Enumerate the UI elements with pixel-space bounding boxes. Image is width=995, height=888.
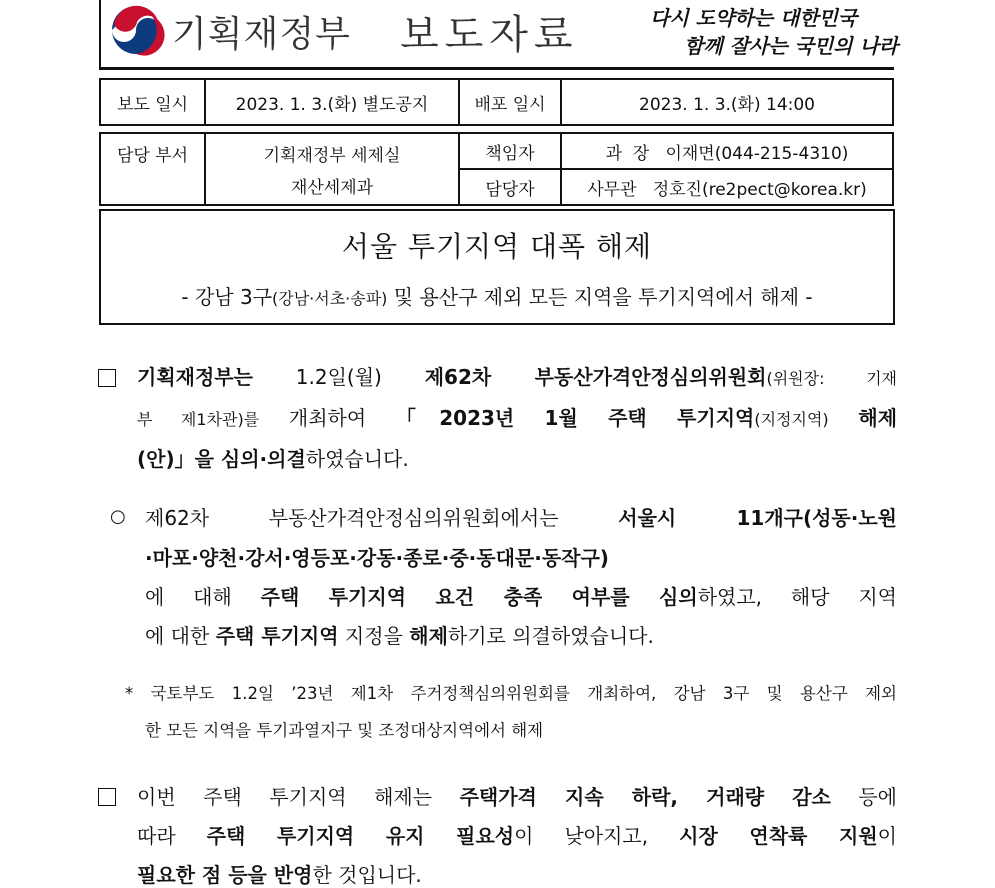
bold-text-segment: 주택가격 지속 하락, 거래량 감소 — [459, 785, 831, 809]
body-line — [145, 505, 897, 531]
body-line — [137, 364, 897, 392]
text-segment: 한 모든 지역을 투기과열지구 및 조정대상지역에서 해제 — [145, 721, 544, 740]
text-segment: 제62차 부동산가격안정심의위원회에서는 — [145, 506, 619, 530]
bold-text-segment: 제62차 부동산가격안정심의위원회 — [424, 365, 767, 389]
text-segment: 하였고, 해당 지역 — [697, 585, 897, 609]
staff-label: 담당자 — [459, 169, 561, 205]
bold-text-segment: 해제 — [409, 624, 448, 648]
distribution-date-label: 배포 일시 — [459, 79, 561, 125]
dept-value — [205, 133, 459, 205]
text-segment — [829, 406, 859, 430]
org-name: 기획재정부 — [172, 14, 351, 55]
release-date-table — [99, 78, 894, 126]
header-divider — [99, 67, 894, 70]
text-segment: 이 낮아지고, — [514, 824, 680, 848]
bold-text-segment: 기획재정부는 — [137, 365, 253, 389]
headline: 서울 투기지역 대폭 해제 — [341, 230, 653, 263]
bold-text-segment: 「2023년 1월 주택 투기지역 — [395, 406, 755, 430]
text-segment: 하기로 의결하였습니다. — [447, 624, 654, 648]
bold-text-segment: 시장 연착륙 지원 — [679, 824, 878, 848]
body-line — [125, 681, 897, 707]
subheadline-small: (강남·서초·송파) — [272, 289, 388, 308]
text-segment: 지정을 — [338, 624, 410, 648]
doc-type-title: 보도자료 — [400, 12, 579, 58]
text-segment: 따라 — [137, 824, 207, 848]
header-border-left — [99, 0, 101, 68]
slogan-line-2: 함께 잘사는 국민의 나라 — [684, 34, 899, 58]
body-line — [145, 623, 795, 649]
body-line — [145, 584, 897, 610]
text-segment: 부 제1차관)를 — [137, 410, 260, 429]
manager-label: 책임자 — [459, 133, 561, 169]
square-bullet-icon — [98, 369, 116, 387]
bold-text-segment: ·마포·양천·강서·영등포·강동·종로·중·동대문·동작구) — [145, 546, 609, 570]
report-date-label: 보도 일시 — [100, 79, 205, 125]
bold-text-segment: 주택 투기지역 유지 필요성 — [206, 824, 515, 848]
distribution-date-value: 2023. 1. 3.(화) 14:00 — [561, 79, 893, 125]
text-segment: 에 대한 — [145, 624, 216, 648]
bold-text-segment: 주택 투기지역 요건 충족 여부를 심의 — [260, 585, 698, 609]
text-segment: (지정지역) — [754, 410, 829, 429]
square-bullet-icon — [98, 788, 116, 806]
bold-text-segment: 서울시 11개구(성동·노원 — [618, 506, 897, 530]
dept-line-2: 재산세제과 — [290, 178, 374, 198]
text-segment: 개최하여 — [259, 406, 396, 430]
body-line — [137, 784, 897, 810]
body-line — [137, 823, 897, 849]
text-segment: 한 것입니다. — [312, 863, 422, 887]
text-segment: 이 — [877, 824, 897, 848]
slogan — [650, 4, 898, 60]
text-segment: 에 대해 — [145, 585, 261, 609]
contact-table — [99, 132, 894, 206]
bold-text-segment: 필요한 점 등을 반영 — [137, 863, 313, 887]
dept-label: 담당 부서 — [100, 133, 205, 205]
subheadline-prefix: - 강남 3구 — [181, 285, 273, 309]
text-segment: 등에 — [830, 785, 898, 809]
text-segment: 하였습니다. — [305, 447, 409, 471]
text-segment: (위원장: 기재 — [766, 369, 897, 388]
bold-text-segment: 주택 투기지역 — [215, 624, 339, 648]
subheadline-suffix: 및 용산구 제외 모든 지역을 투기지역에서 해제 - — [387, 285, 813, 309]
body-line — [137, 862, 497, 888]
government-logo-icon — [106, 2, 166, 58]
text-segment: 1.2일(월) — [252, 365, 425, 389]
slogan-line-1: 다시 도약하는 대한민국 — [650, 6, 858, 30]
circle-bullet-icon: ○ — [110, 506, 126, 527]
staff-value: 사무관 정호진(re2pect@korea.kr) — [561, 169, 893, 205]
manager-value: 과 장 이재면(044-215-4310) — [561, 133, 893, 169]
body-line — [145, 545, 895, 571]
report-date-value: 2023. 1. 3.(화) 별도공지 — [205, 79, 459, 125]
subheadline — [101, 281, 893, 310]
headline-box — [99, 209, 895, 325]
body-line — [137, 446, 497, 472]
bold-text-segment: (안)」을 심의·의결 — [137, 447, 306, 471]
text-segment: 이번 주택 투기지역 해제는 — [137, 785, 460, 809]
dept-line-1: 기획재정부 세제실 — [263, 146, 401, 166]
body-line — [145, 718, 640, 744]
bold-text-segment: 해제 — [858, 406, 898, 430]
body-line — [137, 405, 897, 433]
text-segment: * 국토부도 1.2일 ’23년 제1차 주거정책심의위원회를 개최하여, 강남 3구 및 용산구 제외 — [125, 684, 897, 703]
